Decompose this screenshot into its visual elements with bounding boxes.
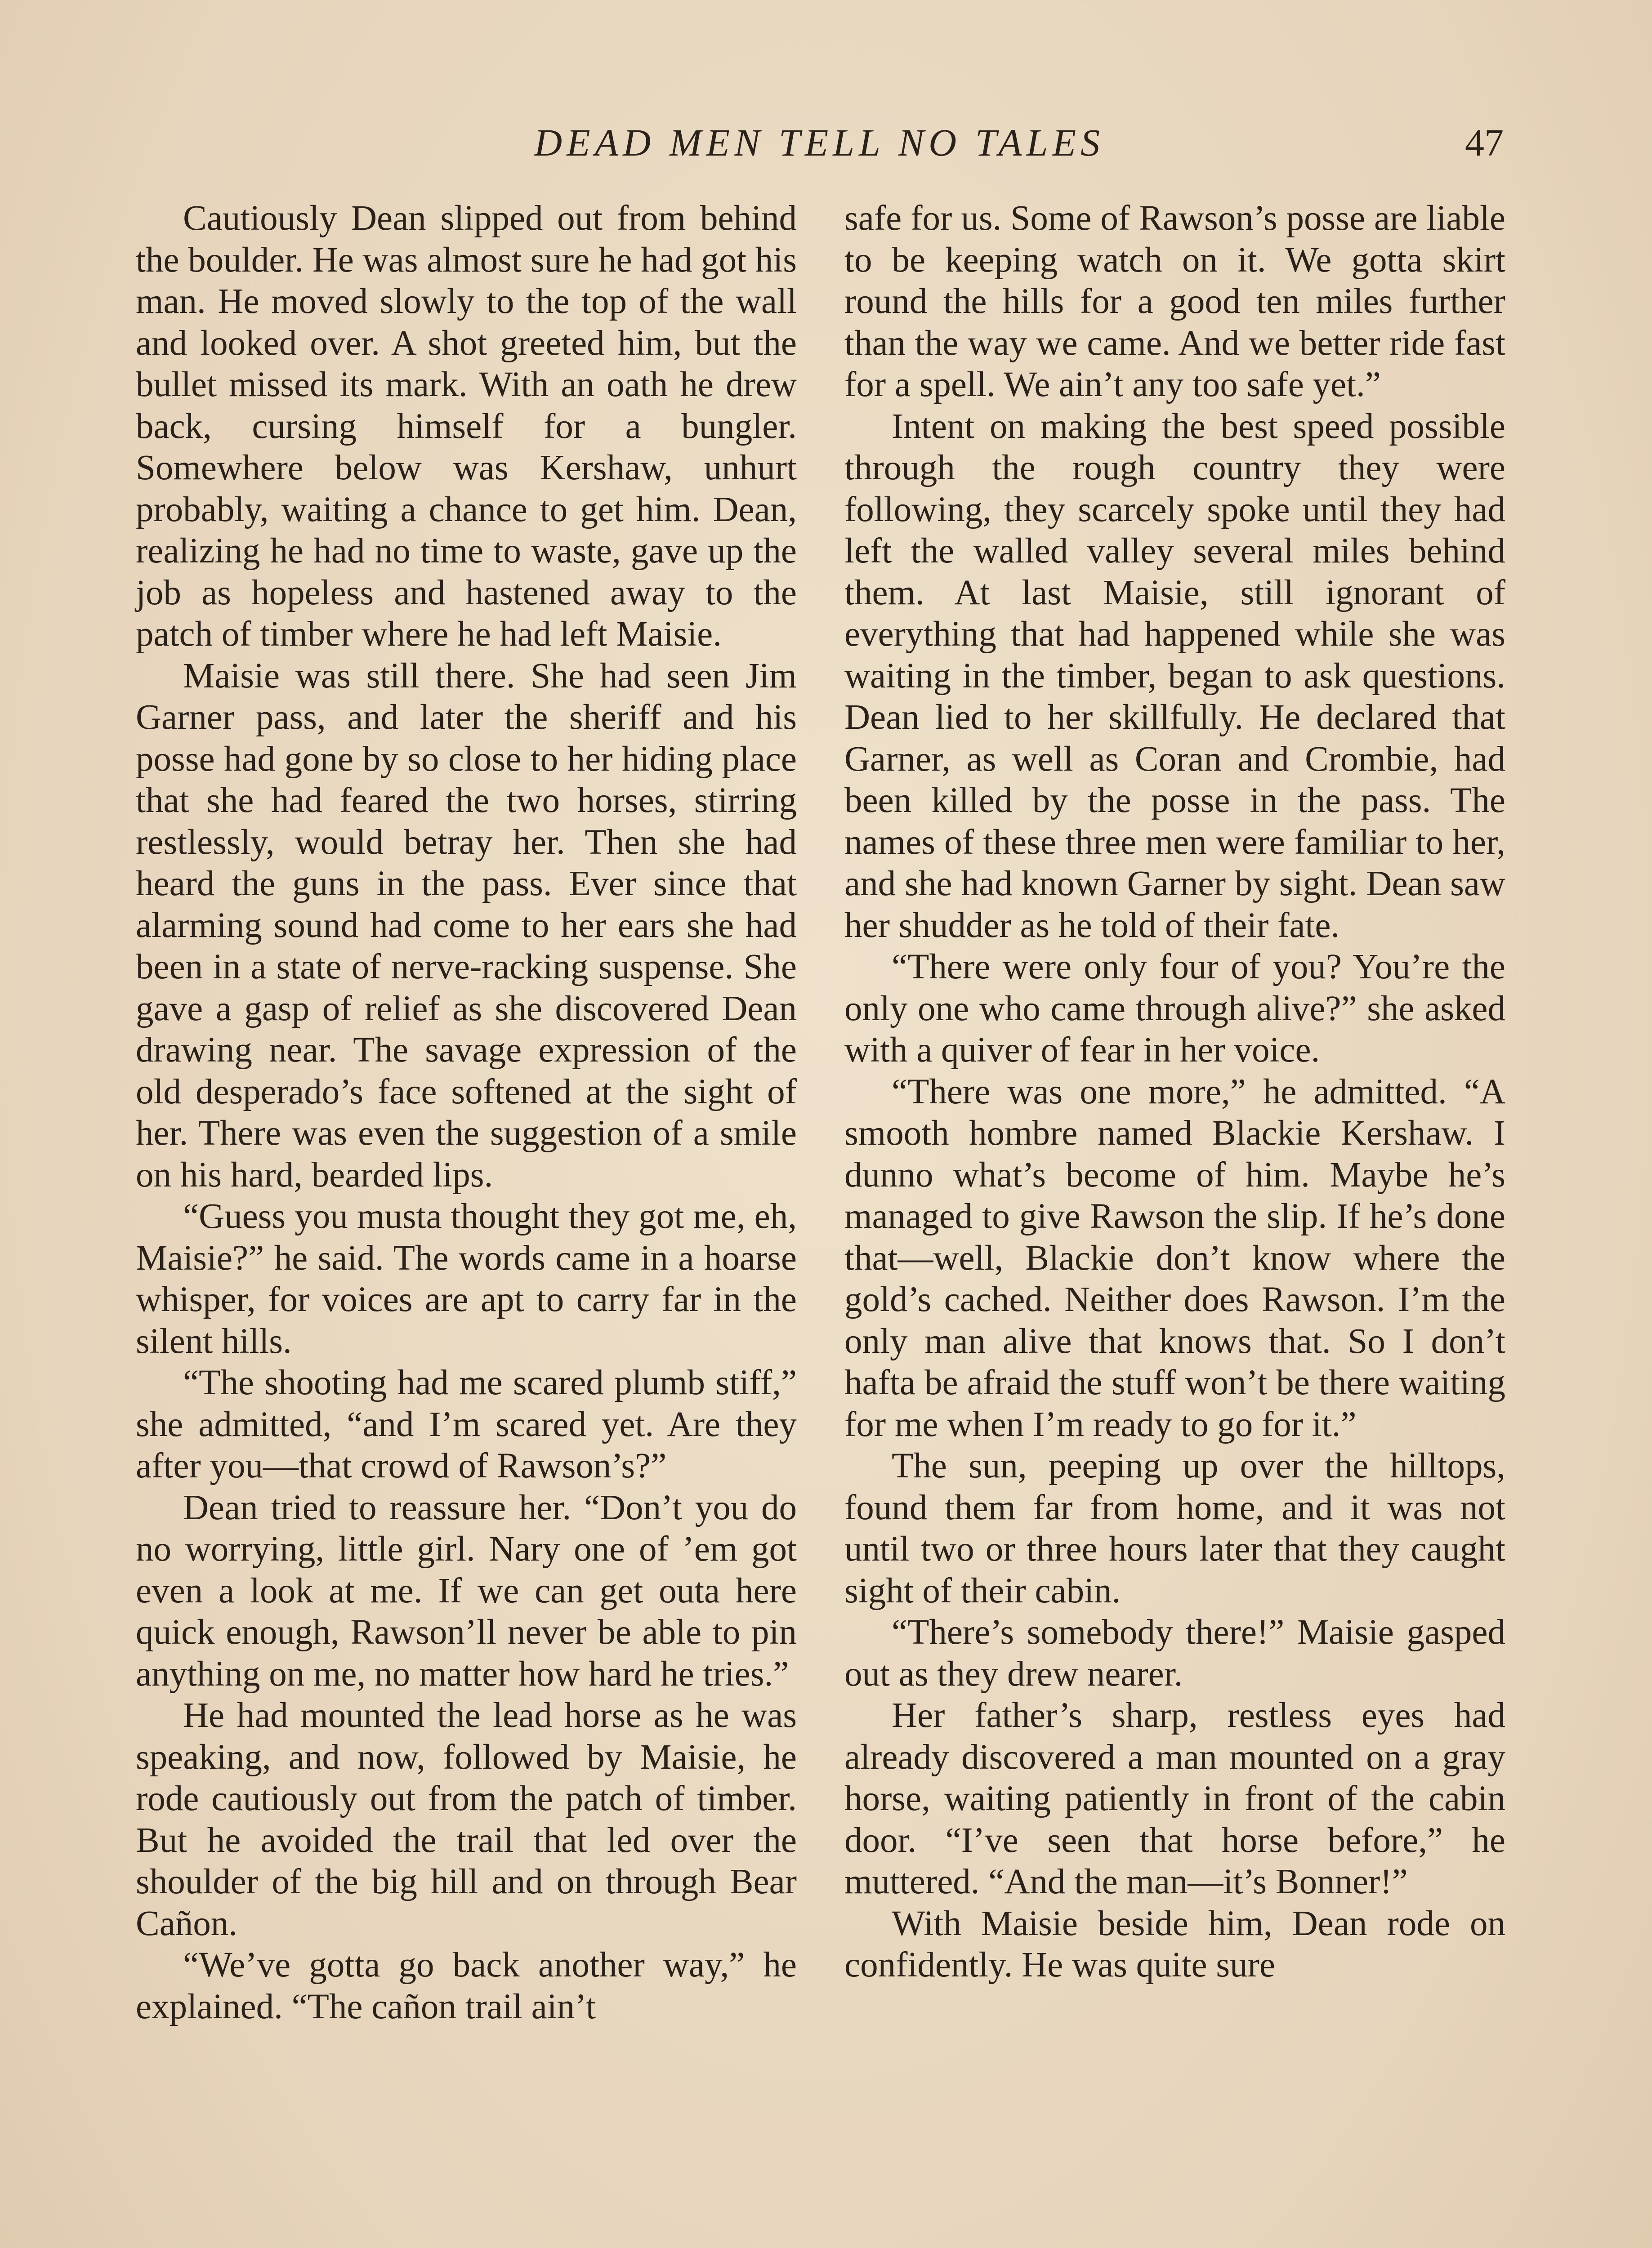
paragraph: The sun, peeping up over the hilltops, found them far from home, and it was not until two or three hours later that they caught sight of their cabin.	[844, 1446, 1505, 1610]
paragraph: “The shooting had me scared plumb stiff,” she admitted, “and I’m scared yet. Are they after you—that crowd of Rawson’s?”	[136, 1363, 797, 1485]
running-title: DEAD MEN TELL NO TALES	[534, 121, 1105, 164]
paragraph: Her father’s sharp, restless eyes had already discovered a man mounted on a gray horse, waiting patiently in front of the cabin door. “I’ve seen that horse before,” he muttered. “And the man—it’s Bonner!”	[844, 1696, 1505, 1901]
paragraph: Maisie was still there. She had seen Jim Garner pass, and later the sheriff and his posse had gone by so close to her hiding place that she had feared the two horses, stirring restlessly, would betray her. Then she had heard the guns in the pass. Ever since that alarming sound had come to her ears she had been in a state of nerve-racking suspense. She gave a gasp of relief as she discovered Dean drawing near. The savage expression of the old desperado’s face softened at the sight of her. There was even the suggestion of a smile on his hard, bearded lips.	[136, 656, 797, 1195]
left-column	[136, 198, 797, 2028]
paragraph: Cautiously Dean slipped out from behind the boulder. He was almost sure he had got his man. He moved slowly to the top of the wall and looked over. A shot greeted him, but the bullet missed its mark. With an oath he drew back, cursing himself for a bungler. Somewhere below was Kershaw, unhurt probably, waiting a chance to get him. Dean, realizing he had no time to waste, gave up the job as hopeless and hastened away to the patch of timber where he had left Maisie.	[136, 199, 797, 654]
paragraph: “We’ve gotta go back another way,” he explained. “The cañon trail ain’t	[136, 1945, 797, 2026]
paragraph-continuation: safe for us. Some of Rawson’s posse are liable to be keeping watch on it. We gotta skirt round the hills for a good ten miles further than the way we came. And we better ride fast for a spell. We ain’t any too safe yet.”	[844, 199, 1505, 404]
paragraph: Intent on making the best speed possible through the rough country they were following, they scarcely spoke until they had left the walled valley several miles behind them. At last Maisie, still ignorant of everything that had happened while she was waiting in the timber, began to ask questions. Dean lied to her skillfully. He declared that Garner, as well as Coran and Crombie, had been killed by the posse in the pass. The names of these three men were familiar to her, and she had known Garner by sight. Dean saw her shudder as he told of their fate.	[844, 406, 1505, 945]
paragraph: “There was one more,” he admitted. “A smooth hombre named Blackie Kershaw. I dunno what’s become of him. Maybe he’s managed to give Rawson the slip. If he’s done that—well, Blackie don’t know where the gold’s cached. Neither does Rawson. I’m the only man alive that knows that. So I don’t hafta be afraid the stuff won’t be there waiting for me when I’m ready to go for it.”	[844, 1072, 1505, 1444]
page-header	[135, 118, 1504, 167]
right-column	[844, 198, 1505, 1986]
paragraph: “Guess you musta thought they got me, eh, Maisie?” he said. The words came in a hoarse whisper, for voices are apt to carry far in the silent hills.	[136, 1197, 797, 1361]
page-number: 47	[1465, 121, 1504, 164]
paragraph: “There were only four of you? You’re the only one who came through alive?” she asked with a quiver of fear in her voice.	[844, 947, 1505, 1070]
paragraph: With Maisie beside him, Dean rode on confidently. He was quite sure	[844, 1904, 1505, 1985]
paragraph: He had mounted the lead horse as he was speaking, and now, followed by Maisie, he rode cautiously out from the patch of timber. But he avoided the trail that led over the shoulder of the big hill and on through Bear Cañon.	[136, 1696, 797, 1943]
paragraph: Dean tried to reassure her. “Don’t you do no worrying, little girl. Nary one of ’em got even a look at me. If we can get outa here quick enough, Rawson’ll never be able to pin anything on me, no matter how hard he tries.”	[136, 1488, 797, 1694]
paragraph: “There’s somebody there!” Maisie gasped out as they drew nearer.	[844, 1613, 1505, 1694]
